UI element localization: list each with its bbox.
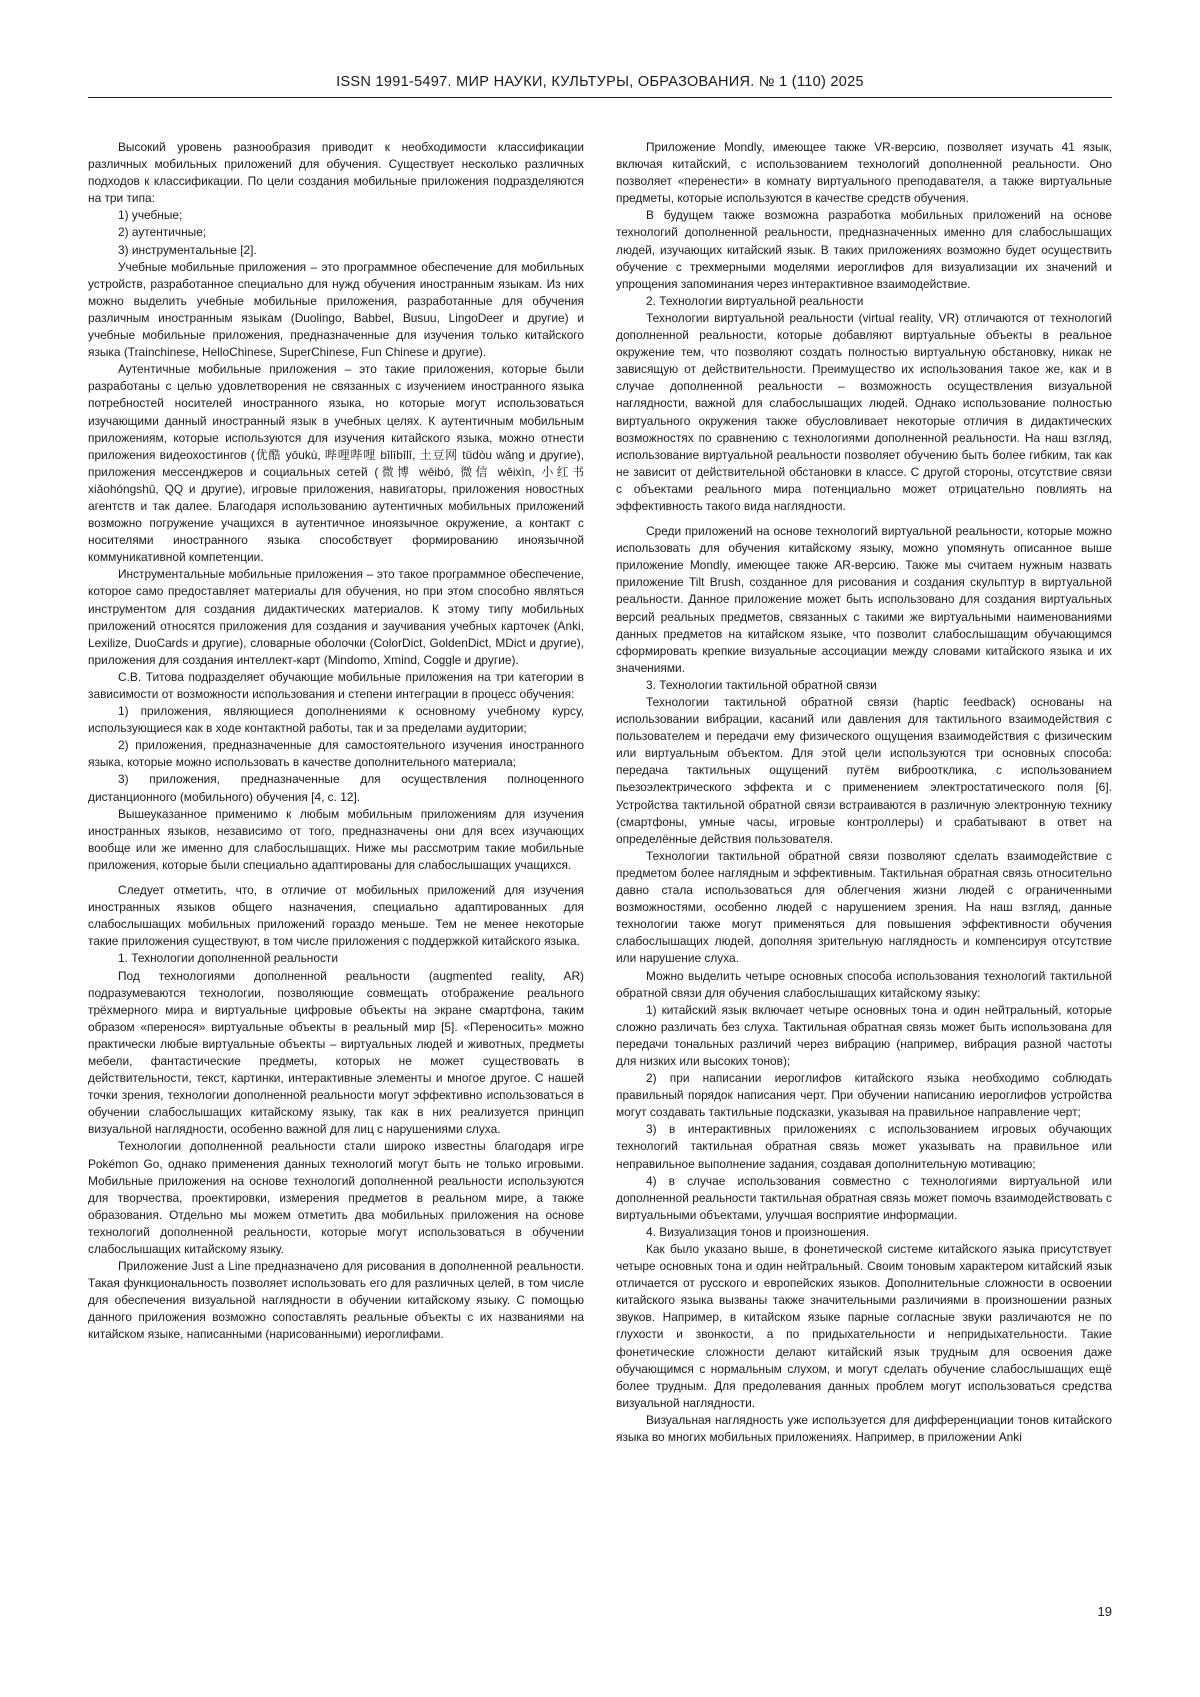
list-item: 1) китайский язык включает четыре основных тона и один нейтральный, которые сложно различать без слуха. Тактильная обратная связь может быть использована для передачи тональных различий через вибрацию (например, вибрация разной частоты для низких или высоких тонов); <box>616 1002 1112 1070</box>
paragraph: Как было указано выше, в фонетической системе китайского языка присутствует четыре основных тона и один нейтральный. Своим тоновым характером китайский язык отличается от русского и европейских языков. Дополнительные сложности в освоении китайского языка вызваны также значительными различиями в произношении разных звуков. Например, в китайском языке парные согласные звуки различаются не по глухости и звонкости, а по придыхательности и непридыхательности. Такие фонетические сложности делают китайский язык трудным для освоения даже обучающимся с нормальным слухом, и могут сделать обучение слабослышащих ещё более трудным. Для предолевания данных проблем могут использоваться средства визуальной наглядности. <box>616 1241 1112 1412</box>
paragraph: Приложение Just a Line предназначено для рисования в дополненной реальности. Такая функциональность позволяет использовать его для различных целей, в том числе для обеспечения визуальной наглядности в обучении китайскому языку. С помощью данного приложения возможно сопоставлять реальные объекты с их названиями на китайском языке, написанными (нарисованными) иероглифами. <box>88 1258 584 1343</box>
journal-header: ISSN 1991-5497. МИР НАУКИ, КУЛЬТУРЫ, ОБРАЗОВАНИЯ. № 1 (110) 2025 <box>88 74 1112 90</box>
paragraph: В будущем также возможна разработка мобильных приложений на основе технологий дополненной реальности, предназначенных именно для слабослышащих людей, изучающих китайский язык. В таких приложениях возможно будет осуществить обучение с трехмерными моделями иероглифов для визуализации их значений и упрощения запоминания через интерактивное взаимодействие. <box>616 207 1112 292</box>
paragraph: Технологии дополненной реальности стали широко известны благодаря игре Pokémon Go, однако применения данных технологий могут быть не только игровыми. Мобильные приложения на основе технологий дополненной реальности используются для творчества, проектировки, измерения предметов в реальном мире, а также образования. Отдельно мы можем отметить два мобильных приложения на основе технологий дополненной реальности, которые могут использоваться в обучении слабослышащих китайскому языку. <box>88 1138 584 1258</box>
paragraph: Следует отметить, что, в отличие от мобильных приложений для изучения иностранных языков общего назначения, специально адаптированных для слабослышащих мобильных приложений гораздо меньше. Тем не менее некоторые такие приложения существуют, в том числе приложения с поддержкой китайского языка. <box>88 882 584 950</box>
list-item: 2) приложения, предназначенные для самостоятельного изучения иностранного языка, которые можно использовать в качестве дополнительного материала; <box>88 737 584 771</box>
paragraph: Аутентичные мобильные приложения – это такие приложения, которые были разработаны с целью удовлетворения не связанных с изучением иностранного языка потребностей носителей иностранного языка, но которые могут использоваться изучающими данный иностранный язык в учебных целях. К аутентичным мобильным приложениям, которые используются для изучения китайского языка, можно отнести приложения видеохостингов (优酷 yōukù, 哔哩哔哩 bīlībīlī, 土豆网 tǔdòu wǎng и другие), приложения мессенджеров и социальных сетей (微博 wēibó, 微信 wēixìn, 小红书 xiǎohóngshū, QQ и другие), игровые приложения, навигаторы, приложения новостных агентств и так далее. Благодаря использованию аутентичных мобильных приложений возможно погружение учащихся в аутентичное иноязычное окружение, а контакт с носителями иностранного языка способствует формированию иноязычной коммуникативной компетенции. <box>88 361 584 566</box>
paragraph: Учебные мобильные приложения – это программное обеспечение для мобильных устройств, разработанное специально для нужд обучения иностранным языкам. Из них можно выделить учебные мобильные приложения, разработанные для обучения различным иностранным языкам (Duolingo, Babbel, Busuu, LingoDeer и другие) и учебные мобильные приложения, предназначенные для изучения только китайского языка (Trainchinese, HelloChinese, SuperChinese, Fun Chinese и другие). <box>88 259 584 362</box>
paragraph: Приложение Mondly, имеющее также VR-версию, позволяет изучать 41 язык, включая китайский, с использованием технологий дополненной реальности. Оно позволяет «перенести» в комнату виртуального преподавателя, а также виртуальные предметы, которые используются в качестве средств обучения. <box>616 139 1112 207</box>
section-heading: 2. Технологии виртуальной реальности <box>616 293 1112 310</box>
list-item: 3) в интерактивных приложениях с использованием игровых обучающих технологий тактильная обратная связь может указывать на правильное или неправильное выполнение задания, создавая дополнительную мотивацию; <box>616 1121 1112 1172</box>
list-item: 3) приложения, предназначенные для осуществления полноценного дистанционного (мобильного) обучения [4, с. 12]. <box>88 771 584 805</box>
paragraph: Вышеуказанное применимо к любым мобильным приложениям для изучения иностранных языков, независимо от того, предназначены они для всех изучающих вообще или же именно для слабослышащих. Ниже мы рассмотрим такие мобильные приложения, которые были специально адаптированы для слабослышащих учащихся. <box>88 806 584 874</box>
paragraph: Под технологиями дополненной реальности (augmented reality, AR) подразумеваются технологии, позволяющие совмещать отображение реального трёхмерного мира и виртуальные цифровые объекты на экране смартфона, таким образом «перенося» виртуальные объекты в реальный мир [5]. «Переносить» можно практически любые виртуальные объекты – виртуальных людей и животных, предметы мебели, фантастические предметы, которых не может существовать в действительности, текст, картинки, интерактивные элементы и многое другое. С нашей точки зрения, технологии дополненной реальности могут эффективно использоваться в обучении слабослышащих китайскому языку, так как в них реализуется принцип визуальной наглядности, особенно важной для лиц с нарушениями слуха. <box>88 968 584 1139</box>
section-heading: 3. Технологии тактильной обратной связи <box>616 677 1112 694</box>
section-heading: 4. Визуализация тонов и произношения. <box>616 1224 1112 1241</box>
list-item: 2) при написании иероглифов китайского языка необходимо соблюдать правильный порядок написания черт. При обучении написанию иероглифов устройства могут создавать тактильные подсказки, указывая на правильное направление черт; <box>616 1070 1112 1121</box>
paragraph: Среди приложений на основе технологий виртуальной реальности, которые можно использовать для обучения китайскому языку, можно упомянуть описанное выше приложение Mondly, имеющее также AR-версию. Также мы считаем нужным назвать приложение Tilt Brush, созданное для рисования и создания скульптур в виртуальной реальности. Данное приложение может быть использовано для создания виртуальных версий реальных предметов, связанных с такими же виртуальными наименованиями данных предметов на китайском языке, что позволит слабослышащим обучающимся сформировать крепкие визуальные ассоциации между словами китайского языка и их значениями. <box>616 523 1112 677</box>
section-heading: 1. Технологии дополненной реальности <box>88 950 584 967</box>
paragraph: Технологии тактильной обратной связи позволяют сделать взаимодействие с предметом более наглядным и эффективным. Тактильная обратная связь относительно давно стала использоваться для облегчения жизни людей с ограниченными возможностями, особенно людей с нарушением зрения. На наш взгляд, данные технологии также могут применяться для повышения эффективности обучения слабослышащих людей, дополняя зрительную наглядность и компенсируя отсутствие или нарушение слуха. <box>616 848 1112 968</box>
paragraph: Визуальная наглядность уже используется для дифференциации тонов китайского языка во многих мобильных приложениях. Например, в приложении Anki <box>616 1412 1112 1446</box>
paragraph: Технологии виртуальной реальности (virtual reality, VR) отличаются от технологий дополненной реальности, которые добавляют виртуальные объекты в реальное окружение тем, что позволяют создать полностью виртуальную обстановку, никак не зависящую от действительности. Преимущество их использования такое же, как и в случае дополненной реальности – возможность осуществления визуальной наглядности, важной для слабослышащих людей. Однако использование полностью виртуального окружения также обусловливает некоторые отличия в дидактических возможностях по сравнению с технологиями дополненной реальности. На наш взгляд, использование виртуальной реальности позволяет обучению быть более гибким, так как не зависит от действительной обстановки в классе. С другой стороны, отсутствие связи с объектами реального мира потенциально может отрицательно повлиять на эффективность такого вида наглядности. <box>616 310 1112 515</box>
list-item: 2) аутентичные; <box>88 224 584 241</box>
list-item: 1) учебные; <box>88 207 584 224</box>
page-number: 19 <box>1098 1604 1112 1619</box>
left-column <box>88 139 584 1344</box>
paragraph: Высокий уровень разнообразия приводит к необходимости классификации различных мобильных приложений для обучения. Существует несколько различных подходов к классификации. По цели создания мобильные приложения подразделяются на три типа: <box>88 139 584 207</box>
header-divider <box>88 97 1112 98</box>
list-item: 3) инструментальные [2]. <box>88 242 584 259</box>
right-column <box>616 139 1112 1446</box>
list-item: 4) в случае использования совместно с технологиями виртуальной или дополненной реальности тактильная обратная связь может помочь взаимодействовать с виртуальными объектами, улучшая восприятие информации. <box>616 1173 1112 1224</box>
paragraph: Можно выделить четыре основных способа использования технологий тактильной обратной связи для обучения слабослышащих китайскому языку: <box>616 968 1112 1002</box>
list-item: 1) приложения, являющиеся дополнениями к основному учебному курсу, использующиеся как в ходе контактной работы, так и за пределами аудитории; <box>88 703 584 737</box>
paragraph: С.В. Титова подразделяет обучающие мобильные приложения на три категории в зависимости от возможности использования и степени интеграции в процесс обучения: <box>88 669 584 703</box>
paragraph: Технологии тактильной обратной связи (haptic feedback) основаны на использовании вибрации, касаний или давления для тактильного взаимодействия с пользователем и передачи ему физического ощущения взаимодействия с физическим или виртуальным объектом. Для этой цели используются три основных способа: передача тактильных ощущений путём виброотклика, с использованием пьезоэлектрического эффекта и с применением электростатического поля [6]. Устройства тактильной обратной связи встраиваются в различную электронную технику (смартфоны, умные часы, игровые контроллеры) и срабатывают в ответ на определённые действия пользователя. <box>616 694 1112 848</box>
paragraph: Инструментальные мобильные приложения – это такое программное обеспечение, которое само предоставляет материалы для обучения, но при этом способно являться инструментом для создания дидактических материалов. К этому типу мобильных приложений относятся приложения для создания и заучивания учебных карточек (Anki, Lexilize, DuoCards и другие), словарные оболочки (ColorDict, GoldenDict, MDict и другие), приложения для создания интеллект-карт (Mindomo, Xmind, Coggle и другие). <box>88 566 584 669</box>
